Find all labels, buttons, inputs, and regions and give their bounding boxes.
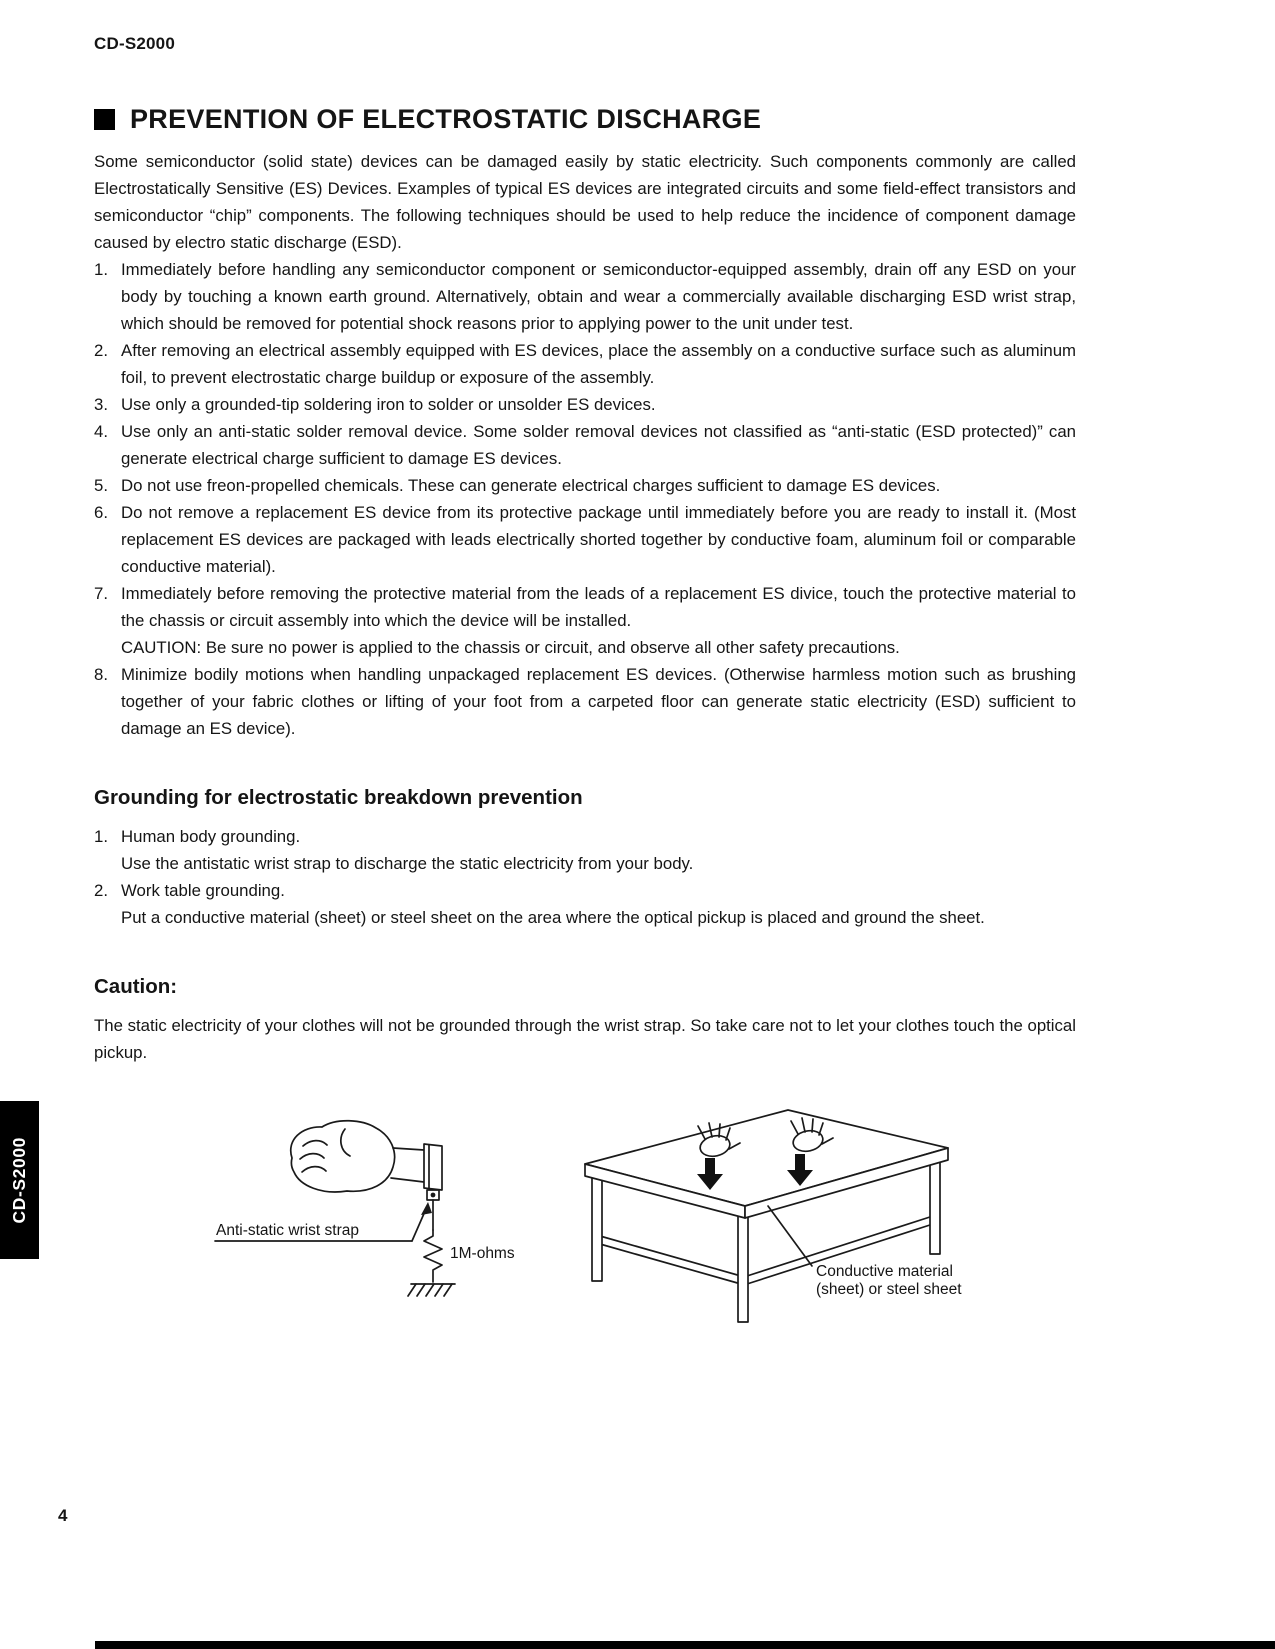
list-item <box>94 877 1076 931</box>
section-title-text: PREVENTION OF ELECTROSTATIC DISCHARGE <box>130 104 762 134</box>
conductive-label-line1: Conductive material <box>816 1263 953 1280</box>
list-item-text: After removing an electrical assembly equipped with ES devices, place the assembly on a conductive surface such as aluminum foil, to prevent electrostatic charge buildup or exposure of the assembly. <box>121 341 1076 387</box>
intro-paragraph: Some semiconductor (solid state) devices can be damaged easily by static electricity. Such components commonly are called Electrostatically Sensitive (ES) Devices. Examples of typical ES devices are integrated circuits and some field-effect transistors and semiconductor “chip” components. The following techniques should be used to help reduce the incidence of component damage caused by electro static discharge (ESD). <box>94 152 1076 252</box>
ground-symbol <box>408 1284 455 1296</box>
side-model-tab-label: CD-S2000 <box>9 1136 29 1224</box>
list-item-text: Immediately before handling any semiconductor component or semiconductor-equipped assembly, drain off any ESD on your body by touching a known earth ground. Alternatively, obtain and wear a commercially available discharging ESD wrist strap, which should be removed for potential shock reasons prior to applying power to the unit under test. <box>121 260 1076 333</box>
grounding-item-detail: Use the antistatic wrist strap to discharge the static electricity from your body. <box>121 854 694 873</box>
list-item-text: Use only an anti-static solder removal device. Some solder removal devices not classified as “anti-static (ESD protected)” can generate electrical charge sufficient to damage ES devices. <box>121 422 1076 468</box>
side-model-tab <box>0 1101 39 1259</box>
esd-instructions-list <box>94 256 1076 742</box>
grounding-list <box>94 823 1076 931</box>
black-square-icon <box>94 109 115 130</box>
fist-hand-illustration <box>291 1121 424 1192</box>
list-item <box>94 499 1076 580</box>
model-header: CD-S2000 <box>94 34 175 53</box>
caution-heading: Caution: <box>94 975 178 998</box>
list-number: 1. <box>94 827 108 846</box>
page-content <box>94 34 1076 1341</box>
list-number: 4. <box>94 422 108 441</box>
wrist-strap-illustration <box>424 1144 442 1230</box>
list-item <box>94 661 1076 742</box>
list-number: 2. <box>94 341 108 360</box>
page-number: 4 <box>58 1506 68 1525</box>
conductive-pointer-line <box>768 1206 812 1266</box>
list-item-text: Use only a grounded-tip soldering iron to solder or unsolder ES devices. <box>121 395 656 414</box>
list-number: 1. <box>94 260 108 279</box>
conductive-label-line2: (sheet) or steel sheet <box>816 1281 962 1298</box>
list-number: 3. <box>94 395 108 414</box>
list-number: 7. <box>94 584 108 603</box>
list-item-text <box>121 877 1076 931</box>
list-item-text <box>121 580 1076 661</box>
list-item <box>94 391 1076 418</box>
list-item-text <box>121 823 1076 877</box>
grounding-item-detail: Put a conductive material (sheet) or steel sheet on the area where the optical pickup is placed and ground the sheet. <box>121 908 985 927</box>
list-item-caution-note: CAUTION: Be sure no power is applied to the chassis or circuit, and observe all other safety precautions. <box>121 638 900 657</box>
grounding-item-title: Human body grounding. <box>121 827 301 846</box>
list-item <box>94 580 1076 661</box>
figure-canvas <box>140 1096 1020 1336</box>
caution-paragraph: The static electricity of your clothes will not be grounded through the wrist strap. So take care not to let your clothes touch the optical pickup. <box>94 1016 1076 1062</box>
grounding-heading: Grounding for electrostatic breakdown prevention <box>94 786 583 809</box>
wrist-strap-label: Anti-static wrist strap <box>216 1222 359 1239</box>
list-item-text: Minimize bodily motions when handling unpackaged replacement ES devices. (Otherwise harmless motion such as brushing together of your fabric clothes or lifting of your foot from a carpeted floor can generate static electricity (ESD) sufficient to damage an ES device). <box>121 665 1076 738</box>
list-item <box>94 256 1076 337</box>
grounding-item-title: Work table grounding. <box>121 881 285 900</box>
esd-grounding-figure <box>140 1096 1076 1341</box>
list-number: 5. <box>94 476 108 495</box>
section-title <box>94 104 1076 135</box>
resistor-symbol <box>424 1230 442 1282</box>
list-item <box>94 337 1076 391</box>
list-number: 2. <box>94 881 108 900</box>
figure-labels <box>216 1222 962 1298</box>
resistor-label: 1M-ohms <box>450 1245 515 1262</box>
bottom-edge-bar <box>95 1641 1275 1649</box>
list-item <box>94 823 1076 877</box>
list-item <box>94 472 1076 499</box>
list-item-main-text: Immediately before removing the protective material from the leads of a replacement ES divice, touch the protective material to the chassis or circuit assembly into which the device will be installed. <box>121 584 1076 630</box>
list-number: 6. <box>94 503 108 522</box>
list-item-text: Do not remove a replacement ES device from its protective package until immediately before you are ready to install it. (Most replacement ES devices are packaged with leads electrically shorted together by conductive foam, aluminum foil or comparable conductive material). <box>121 503 1076 576</box>
list-number: 8. <box>94 665 108 684</box>
list-item <box>94 418 1076 472</box>
list-item-text: Do not use freon-propelled chemicals. These can generate electrical charges sufficient to damage ES devices. <box>121 476 941 495</box>
